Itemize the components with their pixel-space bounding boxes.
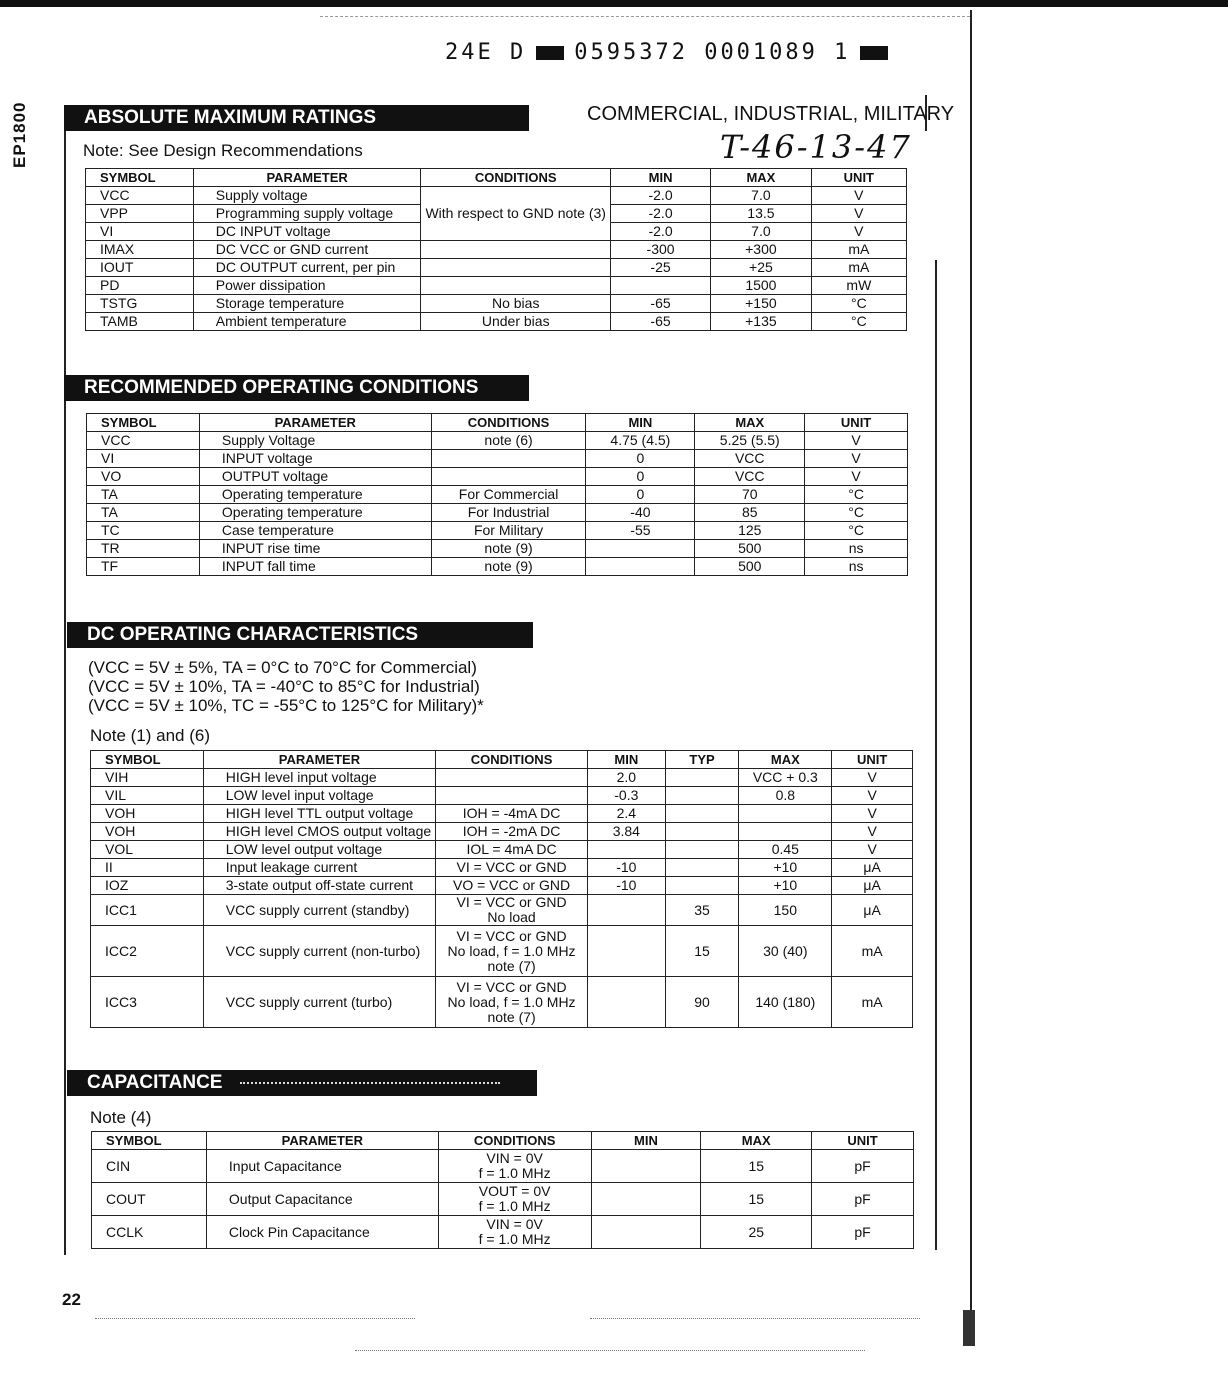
side-part-number: EP1800 — [10, 101, 29, 168]
value-cell: VCC — [695, 468, 805, 486]
value-cell: 85 — [695, 504, 805, 522]
value-cell: pF — [812, 1216, 914, 1249]
value-cell: V — [805, 468, 908, 486]
value-cell: For Industrial — [431, 504, 586, 522]
column-header: UNIT — [805, 414, 908, 432]
column-header: UNIT — [812, 1132, 914, 1150]
value-cell: VI = VCC or GND No load — [436, 895, 588, 926]
value-cell: No bias — [421, 295, 611, 313]
table-row — [91, 895, 913, 926]
value-cell: V — [811, 205, 906, 223]
table-row — [87, 450, 908, 468]
parameter-cell: Programming supply voltage — [193, 205, 421, 223]
value-cell: -40 — [586, 504, 695, 522]
value-cell — [586, 540, 695, 558]
symbol-cell: VI — [86, 223, 194, 241]
parameter-cell: LOW level input voltage — [203, 787, 435, 805]
value-cell: note (9) — [431, 558, 586, 576]
column-header: CONDITIONS — [438, 1132, 591, 1150]
table-row — [91, 926, 913, 977]
value-cell: 0 — [586, 468, 695, 486]
symbol-cell: VOL — [91, 841, 204, 859]
doc-code — [445, 40, 898, 65]
symbol-cell: TC — [87, 522, 200, 540]
section-title-capacitance: CAPACITANCE — [67, 1070, 537, 1096]
value-cell — [421, 241, 611, 259]
value-cell: +25 — [711, 259, 812, 277]
value-cell — [421, 277, 611, 295]
table-row — [91, 769, 913, 787]
value-cell: 25 — [701, 1216, 812, 1249]
symbol-cell: VI — [87, 450, 200, 468]
value-cell: 3.84 — [587, 823, 665, 841]
symbol-cell: TA — [87, 486, 200, 504]
value-cell: 70 — [695, 486, 805, 504]
value-cell — [587, 895, 665, 926]
table-row — [87, 504, 908, 522]
symbol-cell: IOUT — [86, 259, 194, 277]
table-header-row — [91, 751, 913, 769]
symbol-cell: CCLK — [92, 1216, 207, 1249]
capacitance-table — [91, 1131, 914, 1249]
value-cell — [591, 1150, 701, 1183]
table-header-row — [86, 169, 907, 187]
black-marker — [860, 46, 888, 60]
parameter-cell: 3-state output off-state current — [203, 877, 435, 895]
column-header: PARAMETER — [199, 414, 431, 432]
value-cell — [436, 769, 588, 787]
table-row — [92, 1150, 914, 1183]
value-cell: V — [832, 841, 913, 859]
table-row — [86, 277, 907, 295]
parameter-cell: LOW level output voltage — [203, 841, 435, 859]
value-cell: +300 — [711, 241, 812, 259]
value-cell — [431, 468, 586, 486]
value-cell: -65 — [610, 295, 710, 313]
symbol-cell: VCC — [87, 432, 200, 450]
value-cell: -2.0 — [610, 205, 710, 223]
parameter-cell: INPUT fall time — [199, 558, 431, 576]
value-cell — [591, 1183, 701, 1216]
value-cell: μA — [832, 895, 913, 926]
value-cell: 35 — [665, 895, 739, 926]
section-title-abs-max: ABSOLUTE MAXIMUM RATINGS — [64, 105, 529, 131]
dc-op-note: Note (1) and (6) — [90, 726, 210, 745]
value-cell — [739, 823, 832, 841]
table-row — [87, 540, 908, 558]
value-cell: °C — [811, 313, 906, 331]
value-cell: 2.0 — [587, 769, 665, 787]
value-cell: 1500 — [711, 277, 812, 295]
value-cell: mA — [811, 241, 906, 259]
grade-list: COMMERCIAL, INDUSTRIAL, MILITARY — [587, 103, 955, 125]
value-cell: mW — [811, 277, 906, 295]
symbol-cell: II — [91, 859, 204, 877]
value-cell: pF — [812, 1150, 914, 1183]
value-cell: 7.0 — [711, 187, 812, 205]
value-cell — [665, 877, 739, 895]
value-cell: With respect to GND note (3) — [421, 187, 611, 241]
page-left-rule — [64, 105, 66, 1255]
value-cell — [665, 823, 739, 841]
column-header: MAX — [701, 1132, 812, 1150]
table-row — [87, 522, 908, 540]
value-cell: +10 — [739, 859, 832, 877]
value-cell: 5.25 (5.5) — [695, 432, 805, 450]
table-row — [91, 977, 913, 1028]
symbol-cell: CIN — [92, 1150, 207, 1183]
value-cell: -10 — [587, 859, 665, 877]
section-title-rec-op: RECOMMENDED OPERATING CONDITIONS — [64, 375, 529, 401]
value-cell: +135 — [711, 313, 812, 331]
handwritten-code: T-46-13-47 — [720, 128, 912, 166]
column-header: MIN — [587, 751, 665, 769]
condition-line: (VCC = 5V ± 5%, TA = 0°C to 70°C for Commercial) — [88, 658, 477, 677]
value-cell: VIN = 0V f = 1.0 MHz — [438, 1150, 591, 1183]
value-cell — [665, 859, 739, 877]
value-cell: IOH = -2mA DC — [436, 823, 588, 841]
value-cell: 15 — [701, 1150, 812, 1183]
value-cell: V — [832, 823, 913, 841]
table-row — [87, 486, 908, 504]
value-cell: 30 (40) — [739, 926, 832, 977]
value-cell: V — [832, 769, 913, 787]
symbol-cell: ICC3 — [91, 977, 204, 1028]
parameter-cell: Operating temperature — [199, 486, 431, 504]
value-cell: V — [805, 432, 908, 450]
value-cell: V — [832, 805, 913, 823]
value-cell: -2.0 — [610, 223, 710, 241]
table-row — [86, 187, 907, 205]
value-cell: mA — [832, 977, 913, 1028]
value-cell: IOL = 4mA DC — [436, 841, 588, 859]
parameter-cell: Power dissipation — [193, 277, 421, 295]
symbol-cell: IMAX — [86, 241, 194, 259]
column-header: UNIT — [811, 169, 906, 187]
value-cell — [587, 977, 665, 1028]
table-row — [91, 787, 913, 805]
value-cell: -10 — [587, 877, 665, 895]
table-row — [87, 468, 908, 486]
parameter-cell: Ambient temperature — [193, 313, 421, 331]
parameter-cell: Supply voltage — [193, 187, 421, 205]
table-row — [92, 1216, 914, 1249]
value-cell: -0.3 — [587, 787, 665, 805]
column-header: PARAMETER — [206, 1132, 438, 1150]
parameter-cell: OUTPUT voltage — [199, 468, 431, 486]
value-cell: μA — [832, 877, 913, 895]
value-cell: VOUT = 0V f = 1.0 MHz — [438, 1183, 591, 1216]
abs-max-table — [85, 168, 907, 331]
condition-line: (VCC = 5V ± 10%, TC = -55°C to 125°C for Military)* — [88, 696, 484, 715]
value-cell: pF — [812, 1183, 914, 1216]
symbol-cell: ICC1 — [91, 895, 204, 926]
value-cell: 7.0 — [711, 223, 812, 241]
parameter-cell: VCC supply current (standby) — [203, 895, 435, 926]
value-cell — [610, 277, 710, 295]
table-row — [86, 259, 907, 277]
value-cell: IOH = -4mA DC — [436, 805, 588, 823]
value-cell: 4.75 (4.5) — [586, 432, 695, 450]
value-cell: mA — [832, 926, 913, 977]
value-cell: For Commercial — [431, 486, 586, 504]
black-marker — [536, 46, 564, 60]
value-cell: -25 — [610, 259, 710, 277]
value-cell: +10 — [739, 877, 832, 895]
page-right-rule — [935, 260, 937, 1250]
value-cell: 15 — [701, 1183, 812, 1216]
value-cell: °C — [805, 486, 908, 504]
value-cell: +150 — [711, 295, 812, 313]
dc-op-table — [90, 750, 913, 1028]
symbol-cell: TSTG — [86, 295, 194, 313]
value-cell: 0 — [586, 486, 695, 504]
parameter-cell: INPUT voltage — [199, 450, 431, 468]
value-cell: 0 — [586, 450, 695, 468]
value-cell — [665, 769, 739, 787]
symbol-cell: PD — [86, 277, 194, 295]
column-header: SYMBOL — [91, 751, 204, 769]
value-cell: 0.45 — [739, 841, 832, 859]
table-header-row — [87, 414, 908, 432]
value-cell: °C — [805, 504, 908, 522]
column-header: CONDITIONS — [436, 751, 588, 769]
value-cell — [665, 787, 739, 805]
column-header: CONDITIONS — [431, 414, 586, 432]
scan-noise-line — [355, 1350, 865, 1352]
symbol-cell: VO — [87, 468, 200, 486]
value-cell: V — [811, 223, 906, 241]
table-row — [91, 805, 913, 823]
value-cell: 150 — [739, 895, 832, 926]
value-cell: 2.4 — [587, 805, 665, 823]
section-title-dc-op: DC OPERATING CHARACTERISTICS — [67, 622, 533, 648]
value-cell — [665, 805, 739, 823]
value-cell — [665, 841, 739, 859]
table-row — [87, 558, 908, 576]
value-cell: VO = VCC or GND — [436, 877, 588, 895]
parameter-cell: Case temperature — [199, 522, 431, 540]
scan-right-edge — [970, 10, 972, 1310]
value-cell: ns — [805, 540, 908, 558]
symbol-cell: IOZ — [91, 877, 204, 895]
value-cell: 15 — [665, 926, 739, 977]
value-cell — [587, 841, 665, 859]
parameter-cell: Supply Voltage — [199, 432, 431, 450]
value-cell: VCC — [695, 450, 805, 468]
value-cell: 0.8 — [739, 787, 832, 805]
column-header: CONDITIONS — [421, 169, 611, 187]
value-cell: mA — [811, 259, 906, 277]
condition-line: (VCC = 5V ± 10%, TA = -40°C to 85°C for Industrial) — [88, 677, 480, 696]
parameter-cell: INPUT rise time — [199, 540, 431, 558]
symbol-cell: VOH — [91, 823, 204, 841]
symbol-cell: COUT — [92, 1183, 207, 1216]
page-number: 22 — [62, 1290, 81, 1309]
scan-noise-line — [590, 1318, 920, 1320]
value-cell: 125 — [695, 522, 805, 540]
value-cell: VCC + 0.3 — [739, 769, 832, 787]
value-cell: 13.5 — [711, 205, 812, 223]
parameter-cell: DC VCC or GND current — [193, 241, 421, 259]
value-cell: °C — [805, 522, 908, 540]
symbol-cell: VCC — [86, 187, 194, 205]
symbol-cell: VOH — [91, 805, 204, 823]
value-cell: V — [811, 187, 906, 205]
symbol-cell: TAMB — [86, 313, 194, 331]
value-cell: VI = VCC or GND No load, f = 1.0 MHz note (7) — [436, 926, 588, 977]
table-row — [91, 841, 913, 859]
parameter-cell: DC OUTPUT current, per pin — [193, 259, 421, 277]
table-row — [86, 241, 907, 259]
parameter-cell: Clock Pin Capacitance — [206, 1216, 438, 1249]
rec-op-table — [86, 413, 908, 576]
scan-top-border — [0, 0, 1228, 7]
parameter-cell: Operating temperature — [199, 504, 431, 522]
value-cell: VI = VCC or GND — [436, 859, 588, 877]
dc-op-conditions — [88, 658, 484, 715]
value-cell — [431, 450, 586, 468]
value-cell: VI = VCC or GND No load, f = 1.0 MHz note (7) — [436, 977, 588, 1028]
table-row — [91, 823, 913, 841]
value-cell: -2.0 — [610, 187, 710, 205]
parameter-cell: Output Capacitance — [206, 1183, 438, 1216]
value-cell: -55 — [586, 522, 695, 540]
value-cell: ns — [805, 558, 908, 576]
symbol-cell: VPP — [86, 205, 194, 223]
value-cell: Under bias — [421, 313, 611, 331]
value-cell — [586, 558, 695, 576]
doc-code-b: 0595372 0001089 1 — [574, 40, 851, 65]
column-header: MAX — [711, 169, 812, 187]
value-cell — [421, 259, 611, 277]
value-cell — [739, 805, 832, 823]
column-header: UNIT — [832, 751, 913, 769]
capacitance-note: Note (4) — [90, 1108, 152, 1127]
value-cell: note (6) — [431, 432, 586, 450]
parameter-cell: DC INPUT voltage — [193, 223, 421, 241]
symbol-cell: TR — [87, 540, 200, 558]
table-row — [91, 877, 913, 895]
symbol-cell: TF — [87, 558, 200, 576]
value-cell — [587, 926, 665, 977]
value-cell: μA — [832, 859, 913, 877]
table-row — [86, 313, 907, 331]
value-cell: V — [805, 450, 908, 468]
scan-noise-line — [95, 1318, 415, 1320]
column-header: SYMBOL — [86, 169, 194, 187]
value-cell: VIN = 0V f = 1.0 MHz — [438, 1216, 591, 1249]
column-header: MIN — [586, 414, 695, 432]
parameter-cell: HIGH level TTL output voltage — [203, 805, 435, 823]
column-header: PARAMETER — [193, 169, 421, 187]
table-header-row — [92, 1132, 914, 1150]
scan-noise-line — [320, 16, 970, 18]
value-cell — [436, 787, 588, 805]
parameter-cell: Storage temperature — [193, 295, 421, 313]
value-cell: For Military — [431, 522, 586, 540]
symbol-cell: TA — [87, 504, 200, 522]
symbol-cell: ICC2 — [91, 926, 204, 977]
table-row — [86, 295, 907, 313]
value-cell: 90 — [665, 977, 739, 1028]
column-header: MAX — [739, 751, 832, 769]
value-cell: -65 — [610, 313, 710, 331]
value-cell: note (9) — [431, 540, 586, 558]
abs-max-note: Note: See Design Recommendations — [83, 141, 363, 160]
parameter-cell: VCC supply current (turbo) — [203, 977, 435, 1028]
parameter-cell: HIGH level CMOS output voltage — [203, 823, 435, 841]
column-header: MIN — [610, 169, 710, 187]
table-row — [87, 432, 908, 450]
parameter-cell: Input Capacitance — [206, 1150, 438, 1183]
symbol-cell: VIL — [91, 787, 204, 805]
parameter-cell: Input leakage current — [203, 859, 435, 877]
value-cell: °C — [811, 295, 906, 313]
parameter-cell: VCC supply current (non-turbo) — [203, 926, 435, 977]
scan-binding-mark — [963, 1310, 975, 1346]
doc-code-a: 24E D — [445, 40, 527, 65]
table-row — [91, 859, 913, 877]
column-header: PARAMETER — [203, 751, 435, 769]
column-header: SYMBOL — [87, 414, 200, 432]
value-cell — [591, 1216, 701, 1249]
value-cell: 500 — [695, 558, 805, 576]
column-header: MIN — [591, 1132, 701, 1150]
column-header: MAX — [695, 414, 805, 432]
table-row — [92, 1183, 914, 1216]
column-header: SYMBOL — [92, 1132, 207, 1150]
scan-noise — [240, 1082, 500, 1090]
parameter-cell: HIGH level input voltage — [203, 769, 435, 787]
value-cell: 140 (180) — [739, 977, 832, 1028]
value-cell: V — [832, 787, 913, 805]
value-cell: -300 — [610, 241, 710, 259]
symbol-cell: VIH — [91, 769, 204, 787]
value-cell: 500 — [695, 540, 805, 558]
column-header: TYP — [665, 751, 739, 769]
